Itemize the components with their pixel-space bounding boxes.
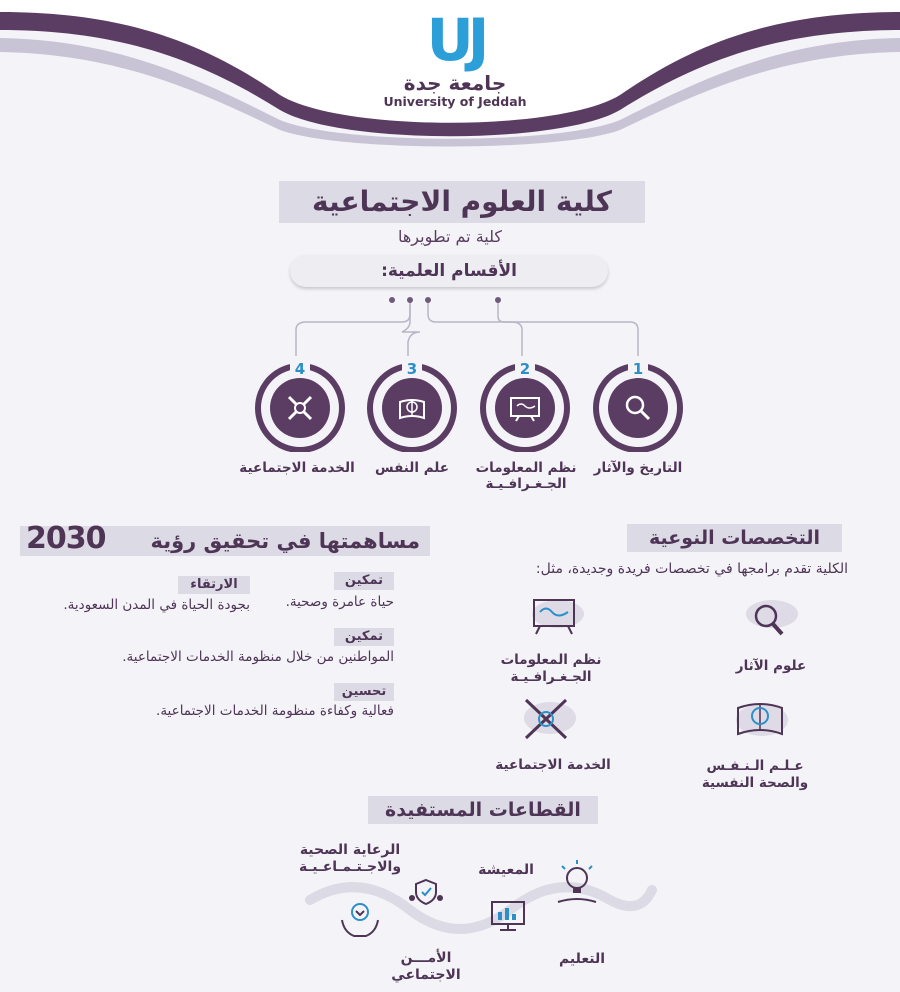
department-psychology bbox=[364, 356, 460, 452]
vision-text-improve: بجودة الحياة في المدن السعودية. bbox=[63, 597, 250, 613]
department-gis bbox=[477, 356, 573, 452]
specialty-gis-line1: نظم المعلومات bbox=[500, 652, 602, 668]
department-number: 4 bbox=[294, 360, 306, 378]
vision-text-enhance: فعالية وكفاءة منظومة الخدمات الاجتماعية. bbox=[156, 703, 394, 719]
vision-heading-improve: الارتقاء bbox=[178, 576, 250, 594]
sector-health-social-care bbox=[282, 842, 418, 876]
department-number: 3 bbox=[406, 360, 418, 378]
vision-heading-enable-life: تمكين bbox=[334, 572, 394, 590]
vision-heading-enable-citizens: تمكين bbox=[334, 628, 394, 646]
sector-social-security bbox=[372, 950, 480, 984]
vision-text-enable-life: حياة عامرة وصحية. bbox=[285, 594, 394, 610]
shield-people-icon bbox=[406, 876, 446, 912]
sector-living: المعيشة bbox=[478, 862, 534, 878]
department-label-line2: الجـغـرافـيـة bbox=[485, 476, 567, 492]
map-board-icon bbox=[509, 396, 541, 422]
vision-2030-logo: 2030 bbox=[26, 521, 106, 556]
department-label-gis bbox=[468, 460, 584, 492]
department-number: 2 bbox=[519, 360, 531, 378]
specialty-psychology-line2: والصحة النفسية bbox=[701, 775, 809, 791]
department-label-history: التاريخ والآثار bbox=[593, 460, 683, 476]
brain-book-icon bbox=[397, 394, 427, 424]
department-label-line1: نظم المعلومات bbox=[475, 460, 577, 476]
vision-heading-enhance: تحسين bbox=[334, 683, 394, 701]
sectors-title: القطاعات المستفيدة bbox=[368, 796, 598, 824]
joined-hands-icon bbox=[516, 692, 578, 744]
joined-hands-icon bbox=[285, 393, 315, 423]
brain-book-icon bbox=[730, 696, 790, 742]
sector-education: التعليم bbox=[558, 951, 606, 967]
department-label-psychology: علم النفس bbox=[374, 460, 450, 476]
department-social-work bbox=[252, 356, 348, 452]
department-history bbox=[590, 356, 686, 452]
university-logo bbox=[380, 8, 530, 120]
college-subtitle: كلية تم تطويرها bbox=[397, 227, 503, 246]
sector-social-security-line1: الأمـــن bbox=[400, 950, 452, 966]
university-name-en: University of Jeddah bbox=[383, 94, 527, 109]
department-label-social-work: الخدمة الاجتماعية bbox=[239, 460, 355, 476]
map-board-icon bbox=[524, 596, 584, 636]
specialties-title: التخصصات النوعية bbox=[627, 524, 842, 552]
heart-hands-icon bbox=[338, 898, 382, 940]
specialty-archaeology: علوم الآثار bbox=[735, 658, 807, 674]
specialty-gis bbox=[486, 652, 616, 686]
vision-title: مساهمتها في تحقيق رؤية bbox=[20, 526, 430, 556]
specialty-gis-line2: الجـغـرافـيـة bbox=[510, 669, 592, 685]
sector-health-line2: والاجـتـمـاعـيـة bbox=[298, 859, 402, 875]
magnifier-icon bbox=[738, 596, 798, 644]
college-title: كلية العلوم الاجتماعية bbox=[279, 181, 645, 223]
magnifier-icon bbox=[623, 393, 653, 423]
university-name-ar: جامعة جدة bbox=[403, 71, 507, 95]
lightbulb-book-icon bbox=[552, 858, 602, 908]
sector-health-line1: الرعاية الصحية bbox=[299, 842, 401, 858]
department-number: 1 bbox=[632, 360, 644, 378]
specialty-social-work: الخدمة الاجتماعية bbox=[495, 757, 611, 773]
vision-text-enable-citizens: المواطنين من خلال منظومة الخدمات الاجتماعية. bbox=[122, 649, 394, 665]
departments-connectors bbox=[250, 292, 700, 362]
departments-label: الأقسام العلمية: bbox=[290, 255, 608, 287]
specialties-intro: الكلية تقدم برامجها في تخصصات فريدة وجديدة، مثل: bbox=[535, 561, 848, 577]
sector-social-security-line2: الاجتماعي bbox=[391, 967, 461, 983]
monitor-chart-icon bbox=[488, 898, 528, 934]
specialty-psychology-line1: عـلـم الـنـفـس bbox=[706, 758, 804, 774]
specialty-psychology bbox=[690, 758, 820, 792]
logo-mark: UJ bbox=[426, 6, 484, 74]
